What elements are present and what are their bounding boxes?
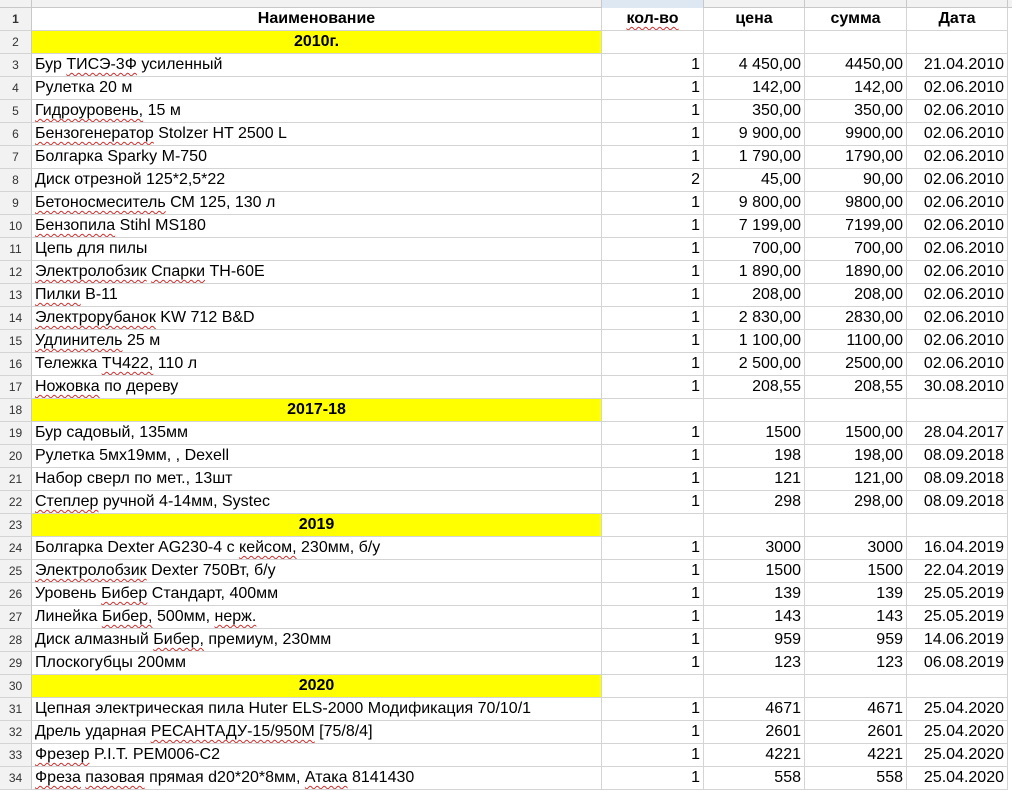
item-name-cell[interactable]: Электролобзик Dexter 750Вт, б/у: [32, 560, 602, 583]
item-sum-cell[interactable]: 198,00: [805, 445, 907, 468]
spellcheck-word: Фреза: [35, 769, 81, 786]
item-qty-cell[interactable]: 1: [602, 445, 704, 468]
table-row: [0, 169, 1012, 192]
table-row: [0, 721, 1012, 744]
empty-cell[interactable]: [704, 399, 805, 422]
row-number[interactable]: 1: [0, 8, 32, 31]
item-price-cell[interactable]: 208,00: [704, 284, 805, 307]
item-name-cell[interactable]: Диск отрезной 125*2,5*22: [32, 169, 602, 192]
column-header-c[interactable]: [704, 0, 805, 8]
row-number[interactable]: 3: [0, 54, 32, 77]
item-qty-cell[interactable]: 1: [602, 307, 704, 330]
item-qty-cell[interactable]: 2: [602, 169, 704, 192]
spellcheck-word: Бибер,: [101, 608, 153, 625]
item-name-cell[interactable]: Рулетка 20 м: [32, 77, 602, 100]
item-date-cell[interactable]: 25.05.2019: [907, 583, 1008, 606]
item-qty-cell[interactable]: 1: [602, 77, 704, 100]
item-name-cell[interactable]: Диск алмазный Бибер, премиум, 230мм: [32, 629, 602, 652]
item-price-cell[interactable]: 1 890,00: [704, 261, 805, 284]
section-row: [0, 399, 1012, 422]
table-row: [0, 652, 1012, 675]
item-sum-cell[interactable]: 7199,00: [805, 215, 907, 238]
row-number[interactable]: 31: [0, 698, 32, 721]
table-row: [0, 123, 1012, 146]
row-number[interactable]: 16: [0, 353, 32, 376]
empty-cell[interactable]: [704, 31, 805, 54]
header-sum-cell[interactable]: сумма: [805, 8, 907, 31]
header-row: [0, 8, 1012, 31]
item-price-cell[interactable]: 139: [704, 583, 805, 606]
spellcheck-word: ТЧ422,: [101, 355, 154, 372]
item-sum-cell[interactable]: 90,00: [805, 169, 907, 192]
item-price-cell[interactable]: 4 450,00: [704, 54, 805, 77]
item-name-cell[interactable]: Плоскогубцы 200мм: [32, 652, 602, 675]
item-date-cell[interactable]: 28.04.2017: [907, 422, 1008, 445]
column-header-a[interactable]: [32, 0, 602, 8]
item-price-cell[interactable]: 123: [704, 652, 805, 675]
item-sum-cell[interactable]: 1100,00: [805, 330, 907, 353]
item-date-cell[interactable]: 02.06.2010: [907, 192, 1008, 215]
header-name-cell[interactable]: Наименование: [32, 8, 602, 31]
empty-cell[interactable]: [907, 675, 1008, 698]
spellcheck-word: Бензогенератор: [35, 125, 154, 142]
row-number[interactable]: 12: [0, 261, 32, 284]
item-date-cell[interactable]: 08.09.2018: [907, 491, 1008, 514]
spellcheck-word: Степлер: [35, 493, 99, 510]
row-number[interactable]: 32: [0, 721, 32, 744]
section-label-cell[interactable]: 2010г.: [32, 31, 602, 54]
spellcheck-word: Бибер: [101, 585, 148, 602]
row-number[interactable]: 7: [0, 146, 32, 169]
row-number[interactable]: 19: [0, 422, 32, 445]
table-row: [0, 77, 1012, 100]
item-name-cell[interactable]: Пилки В-11: [32, 284, 602, 307]
item-name-cell[interactable]: Электрорубанок KW 712 B&D: [32, 307, 602, 330]
table-row: [0, 238, 1012, 261]
item-qty-cell[interactable]: 1: [602, 376, 704, 399]
spellcheck-word: Бензопила: [35, 217, 116, 234]
spellcheck-word: кейсом,: [239, 539, 297, 556]
item-name-cell[interactable]: Болгарка Sparky M-750: [32, 146, 602, 169]
item-price-cell[interactable]: 143: [704, 606, 805, 629]
item-date-cell[interactable]: 14.06.2019: [907, 629, 1008, 652]
spellcheck-word: нерж.: [214, 608, 257, 625]
item-sum-cell[interactable]: 1890,00: [805, 261, 907, 284]
item-qty-cell[interactable]: 1: [602, 123, 704, 146]
item-name-cell[interactable]: Фреза пазовая прямая d20*20*8мм, Атака 8141430: [32, 767, 602, 790]
item-qty-cell[interactable]: 1: [602, 744, 704, 767]
item-date-cell[interactable]: 02.06.2010: [907, 215, 1008, 238]
item-qty-cell[interactable]: 1: [602, 491, 704, 514]
item-qty-cell[interactable]: 1: [602, 652, 704, 675]
item-sum-cell[interactable]: 2830,00: [805, 307, 907, 330]
item-date-cell[interactable]: 02.06.2010: [907, 261, 1008, 284]
section-label-cell[interactable]: 2019: [32, 514, 602, 537]
section-row: [0, 514, 1012, 537]
item-sum-cell[interactable]: 1500: [805, 560, 907, 583]
item-sum-cell[interactable]: 9900,00: [805, 123, 907, 146]
item-date-cell[interactable]: 02.06.2010: [907, 284, 1008, 307]
item-date-cell[interactable]: 06.08.2019: [907, 652, 1008, 675]
item-sum-cell[interactable]: 9800,00: [805, 192, 907, 215]
spellcheck-word: пазовая: [85, 769, 145, 786]
item-sum-cell[interactable]: 139: [805, 583, 907, 606]
spellcheck-word: Бетоносмеситель: [35, 194, 166, 211]
table-row: [0, 698, 1012, 721]
header-qty-cell[interactable]: кол-во: [602, 8, 704, 31]
section-row: [0, 675, 1012, 698]
table-row: [0, 146, 1012, 169]
item-qty-cell[interactable]: 1: [602, 767, 704, 790]
item-date-cell[interactable]: 02.06.2010: [907, 238, 1008, 261]
table-row: [0, 215, 1012, 238]
table-row: [0, 560, 1012, 583]
table-row: [0, 284, 1012, 307]
item-sum-cell[interactable]: 1790,00: [805, 146, 907, 169]
item-price-cell[interactable]: 298: [704, 491, 805, 514]
item-price-cell[interactable]: 4671: [704, 698, 805, 721]
item-qty-cell[interactable]: 1: [602, 560, 704, 583]
item-sum-cell[interactable]: 4671: [805, 698, 907, 721]
empty-cell[interactable]: [805, 399, 907, 422]
item-name-cell[interactable]: Тележка ТЧ422, 110 л: [32, 353, 602, 376]
item-date-cell[interactable]: 25.04.2020: [907, 767, 1008, 790]
item-sum-cell[interactable]: 4221: [805, 744, 907, 767]
item-name-cell[interactable]: Бетоносмеситель СМ 125, 130 л: [32, 192, 602, 215]
section-label-cell[interactable]: 2020: [32, 675, 602, 698]
item-sum-cell[interactable]: 3000: [805, 537, 907, 560]
item-qty-cell[interactable]: 1: [602, 537, 704, 560]
row-number[interactable]: 4: [0, 77, 32, 100]
item-name-cell[interactable]: Бензопила Stihl MS180: [32, 215, 602, 238]
item-qty-cell[interactable]: 1: [602, 422, 704, 445]
table-row: [0, 261, 1012, 284]
item-name-cell[interactable]: Линейка Бибер, 500мм, нерж.: [32, 606, 602, 629]
item-sum-cell[interactable]: 2601: [805, 721, 907, 744]
table-row: [0, 353, 1012, 376]
item-price-cell[interactable]: 9 900,00: [704, 123, 805, 146]
table-row: [0, 192, 1012, 215]
item-date-cell[interactable]: 02.06.2010: [907, 353, 1008, 376]
item-date-cell[interactable]: 30.08.2010: [907, 376, 1008, 399]
row-number[interactable]: 28: [0, 629, 32, 652]
item-name-cell[interactable]: Электролобзик Спарки ТН-60Е: [32, 261, 602, 284]
empty-cell[interactable]: [907, 399, 1008, 422]
spellcheck-word: Ножовка: [35, 378, 100, 395]
item-price-cell[interactable]: 350,00: [704, 100, 805, 123]
item-sum-cell[interactable]: 123: [805, 652, 907, 675]
empty-cell[interactable]: [805, 514, 907, 537]
item-price-cell[interactable]: 959: [704, 629, 805, 652]
item-date-cell[interactable]: 02.06.2010: [907, 330, 1008, 353]
item-qty-cell[interactable]: 1: [602, 215, 704, 238]
spellcheck-word: Фрезер: [35, 746, 90, 763]
item-name-cell[interactable]: Бур садовый, 135мм: [32, 422, 602, 445]
item-qty-cell[interactable]: 1: [602, 721, 704, 744]
item-qty-cell[interactable]: 1: [602, 698, 704, 721]
item-qty-cell[interactable]: 1: [602, 330, 704, 353]
item-sum-cell[interactable]: 700,00: [805, 238, 907, 261]
item-price-cell[interactable]: 121: [704, 468, 805, 491]
item-sum-cell[interactable]: 350,00: [805, 100, 907, 123]
table-row: [0, 629, 1012, 652]
column-header-b[interactable]: [602, 0, 704, 8]
item-qty-cell[interactable]: 1: [602, 192, 704, 215]
row-number[interactable]: 17: [0, 376, 32, 399]
table-row: [0, 491, 1012, 514]
item-price-cell[interactable]: 45,00: [704, 169, 805, 192]
spellcheck-word: ТИСЭ-3Ф: [66, 56, 137, 73]
row-number[interactable]: 27: [0, 606, 32, 629]
table-row: [0, 606, 1012, 629]
item-date-cell[interactable]: 21.04.2010: [907, 54, 1008, 77]
row-number[interactable]: 30: [0, 675, 32, 698]
item-name-cell[interactable]: Ножовка по дереву: [32, 376, 602, 399]
table-row: [0, 744, 1012, 767]
item-price-cell[interactable]: 3000: [704, 537, 805, 560]
spellcheck-word: РЕСАНТАДУ-15/950М: [150, 723, 315, 740]
empty-cell[interactable]: [704, 514, 805, 537]
row-number[interactable]: 34: [0, 767, 32, 790]
item-date-cell[interactable]: 25.04.2020: [907, 744, 1008, 767]
row-number[interactable]: 18: [0, 399, 32, 422]
item-date-cell[interactable]: 02.06.2010: [907, 100, 1008, 123]
table-row: [0, 468, 1012, 491]
item-name-cell[interactable]: Бур ТИСЭ-3Ф усиленный: [32, 54, 602, 77]
item-price-cell[interactable]: 1 790,00: [704, 146, 805, 169]
item-name-cell[interactable]: Фрезер P.I.T. PEM006-C2: [32, 744, 602, 767]
table-row: [0, 422, 1012, 445]
table-row: [0, 376, 1012, 399]
item-price-cell[interactable]: 142,00: [704, 77, 805, 100]
row-number[interactable]: 10: [0, 215, 32, 238]
item-sum-cell[interactable]: 298,00: [805, 491, 907, 514]
item-price-cell[interactable]: 2 500,00: [704, 353, 805, 376]
item-date-cell[interactable]: 22.04.2019: [907, 560, 1008, 583]
item-price-cell[interactable]: 700,00: [704, 238, 805, 261]
item-name-cell[interactable]: Рулетка 5мх19мм, , Dexell: [32, 445, 602, 468]
item-price-cell[interactable]: 2601: [704, 721, 805, 744]
item-name-cell[interactable]: Бензогенератор Stolzer HT 2500 L: [32, 123, 602, 146]
item-sum-cell[interactable]: 208,00: [805, 284, 907, 307]
section-row: [0, 31, 1012, 54]
item-sum-cell[interactable]: 121,00: [805, 468, 907, 491]
row-number[interactable]: 22: [0, 491, 32, 514]
table-row: [0, 330, 1012, 353]
row-number[interactable]: 11: [0, 238, 32, 261]
item-date-cell[interactable]: 02.06.2010: [907, 123, 1008, 146]
select-all-corner[interactable]: [0, 0, 32, 8]
row-number[interactable]: 21: [0, 468, 32, 491]
item-sum-cell[interactable]: 1500,00: [805, 422, 907, 445]
table-row: [0, 537, 1012, 560]
row-number[interactable]: 25: [0, 560, 32, 583]
item-price-cell[interactable]: 1500: [704, 560, 805, 583]
item-name-cell[interactable]: Дрель ударная РЕСАНТАДУ-15/950М [75/8/4]: [32, 721, 602, 744]
row-number[interactable]: 14: [0, 307, 32, 330]
item-qty-cell[interactable]: 1: [602, 238, 704, 261]
row-number[interactable]: 13: [0, 284, 32, 307]
item-name-cell[interactable]: Степлер ручной 4-14мм, Systec: [32, 491, 602, 514]
item-sum-cell[interactable]: 143: [805, 606, 907, 629]
item-date-cell[interactable]: 08.09.2018: [907, 468, 1008, 491]
table-row: [0, 583, 1012, 606]
row-number[interactable]: 5: [0, 100, 32, 123]
row-number[interactable]: 29: [0, 652, 32, 675]
item-price-cell[interactable]: 9 800,00: [704, 192, 805, 215]
item-price-cell[interactable]: 4221: [704, 744, 805, 767]
header-date-cell[interactable]: Дата: [907, 8, 1008, 31]
item-price-cell[interactable]: 1 100,00: [704, 330, 805, 353]
spellcheck-word: Пилки: [35, 286, 81, 303]
empty-cell[interactable]: [907, 514, 1008, 537]
item-sum-cell[interactable]: 4450,00: [805, 54, 907, 77]
empty-cell[interactable]: [907, 31, 1008, 54]
item-qty-cell[interactable]: 1: [602, 629, 704, 652]
spellcheck-word: Гидроуровень,: [35, 102, 144, 119]
item-sum-cell[interactable]: 959: [805, 629, 907, 652]
item-date-cell[interactable]: 25.04.2020: [907, 721, 1008, 744]
item-price-cell[interactable]: 208,55: [704, 376, 805, 399]
spellcheck-word: Электрорубанок: [35, 309, 156, 326]
item-qty-cell[interactable]: 1: [602, 606, 704, 629]
cell-grid: [0, 8, 1012, 790]
item-sum-cell[interactable]: 558: [805, 767, 907, 790]
column-header-e[interactable]: [907, 0, 1008, 8]
item-sum-cell[interactable]: 142,00: [805, 77, 907, 100]
item-qty-cell[interactable]: 1: [602, 146, 704, 169]
empty-cell[interactable]: [602, 514, 704, 537]
empty-cell[interactable]: [805, 31, 907, 54]
table-row: [0, 54, 1012, 77]
item-qty-cell[interactable]: 1: [602, 353, 704, 376]
spellcheck-word: Спарки: [151, 263, 206, 280]
item-name-cell[interactable]: Цепь для пилы: [32, 238, 602, 261]
item-sum-cell[interactable]: 2500,00: [805, 353, 907, 376]
column-header-d[interactable]: [805, 0, 907, 8]
section-label-cell[interactable]: 2017-18: [32, 399, 602, 422]
empty-cell[interactable]: [602, 675, 704, 698]
item-price-cell[interactable]: 558: [704, 767, 805, 790]
item-name-cell[interactable]: Уровень Бибер Стандарт, 400мм: [32, 583, 602, 606]
row-number[interactable]: 24: [0, 537, 32, 560]
spellcheck-word: Атака: [304, 769, 348, 786]
row-number[interactable]: 26: [0, 583, 32, 606]
row-number[interactable]: 2: [0, 31, 32, 54]
item-price-cell[interactable]: 198: [704, 445, 805, 468]
spellcheck-word: Электролобзик: [35, 562, 147, 579]
item-qty-cell[interactable]: 1: [602, 284, 704, 307]
table-row: [0, 767, 1012, 790]
empty-cell[interactable]: [805, 675, 907, 698]
spellcheck-word: Бибер,: [153, 631, 204, 648]
empty-cell[interactable]: [704, 675, 805, 698]
item-qty-cell[interactable]: 1: [602, 100, 704, 123]
row-number[interactable]: 20: [0, 445, 32, 468]
row-number[interactable]: 15: [0, 330, 32, 353]
item-qty-cell[interactable]: 1: [602, 583, 704, 606]
item-qty-cell[interactable]: 1: [602, 468, 704, 491]
item-date-cell[interactable]: 08.09.2018: [907, 445, 1008, 468]
item-qty-cell[interactable]: 1: [602, 261, 704, 284]
item-name-cell[interactable]: Набор сверл по мет., 13шт: [32, 468, 602, 491]
row-number[interactable]: 6: [0, 123, 32, 146]
column-header-bar: [0, 0, 1012, 8]
empty-cell[interactable]: [602, 31, 704, 54]
row-number[interactable]: 8: [0, 169, 32, 192]
item-price-cell[interactable]: 1500: [704, 422, 805, 445]
spellcheck-word: Электролобзик: [35, 263, 147, 280]
item-date-cell[interactable]: 02.06.2010: [907, 146, 1008, 169]
table-row: [0, 307, 1012, 330]
row-number[interactable]: 33: [0, 744, 32, 767]
item-price-cell[interactable]: 2 830,00: [704, 307, 805, 330]
item-name-cell[interactable]: Болгарка Dexter AG230-4 с кейсом, 230мм, б/у: [32, 537, 602, 560]
spellcheck-word: Удлинитель: [35, 332, 123, 349]
empty-cell[interactable]: [602, 399, 704, 422]
item-date-cell[interactable]: 25.04.2020: [907, 698, 1008, 721]
row-number[interactable]: 9: [0, 192, 32, 215]
table-row: [0, 445, 1012, 468]
table-row: [0, 100, 1012, 123]
item-date-cell[interactable]: 02.06.2010: [907, 77, 1008, 100]
item-price-cell[interactable]: 7 199,00: [704, 215, 805, 238]
item-date-cell[interactable]: 25.05.2019: [907, 606, 1008, 629]
header-price-cell[interactable]: цена: [704, 8, 805, 31]
item-name-cell[interactable]: Удлинитель 25 м: [32, 330, 602, 353]
item-name-cell[interactable]: Гидроуровень, 15 м: [32, 100, 602, 123]
item-date-cell[interactable]: 02.06.2010: [907, 169, 1008, 192]
row-number[interactable]: 23: [0, 514, 32, 537]
item-sum-cell[interactable]: 208,55: [805, 376, 907, 399]
item-name-cell[interactable]: Цепная электрическая пила Huter ELS-2000 Модификация 70/10/1: [32, 698, 602, 721]
item-date-cell[interactable]: 02.06.2010: [907, 307, 1008, 330]
item-date-cell[interactable]: 16.04.2019: [907, 537, 1008, 560]
item-qty-cell[interactable]: 1: [602, 54, 704, 77]
